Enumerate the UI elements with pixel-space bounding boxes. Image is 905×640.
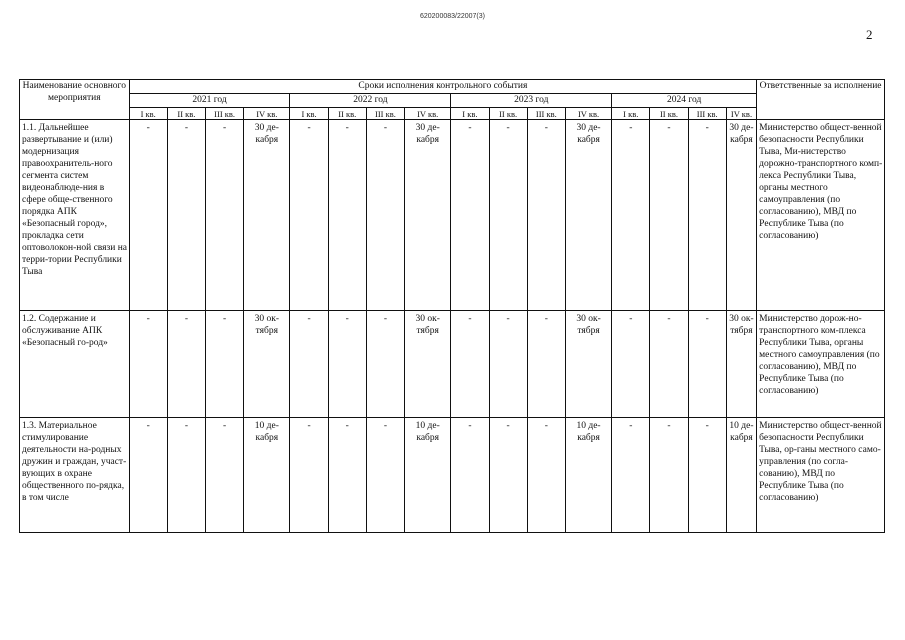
deadline-cell: - [129, 120, 167, 311]
deadline-cell: 10 де-кабря [726, 418, 756, 533]
quarter-header: I кв. [451, 108, 489, 120]
deadline-cell: - [451, 120, 489, 311]
deadline-cell: - [167, 418, 205, 533]
quarter-header: I кв. [612, 108, 650, 120]
table-row [20, 120, 885, 311]
year-header: 2024 год [612, 94, 757, 108]
deadline-cell: - [688, 418, 726, 533]
deadline-cell: - [167, 120, 205, 311]
quarter-header: II кв. [650, 108, 688, 120]
deadline-cell: - [206, 120, 244, 311]
quarter-header: III кв. [366, 108, 404, 120]
deadline-cell: - [129, 418, 167, 533]
deadline-cell: - [489, 120, 527, 311]
deadline-cell: - [612, 120, 650, 311]
deadline-cell: - [366, 120, 404, 311]
year-header: 2021 год [129, 94, 290, 108]
header-responsible: Ответственные за исполнение [757, 80, 885, 120]
quarter-header: IV кв. [565, 108, 611, 120]
deadline-cell: - [328, 120, 366, 311]
year-header: 2023 год [451, 94, 612, 108]
responsible-cell: Министерство общест-венной безопасности Республики Тыва, Ми-нистерство дорожно-транспортного комп-лекса Республики Тыва, органы местного самоуправления (по согласованию), МВД по Республике Тыва (по согласованию) [757, 120, 885, 311]
deadline-cell: 30 ок-тября [244, 311, 290, 418]
quarter-header: II кв. [328, 108, 366, 120]
quarter-header: IV кв. [726, 108, 756, 120]
deadline-cell: - [206, 418, 244, 533]
deadline-cell: - [451, 311, 489, 418]
deadline-cell: - [527, 311, 565, 418]
deadline-cell: - [612, 418, 650, 533]
deadline-cell: - [650, 418, 688, 533]
deadline-cell: - [650, 120, 688, 311]
document-id: 620200083/22007(3) [419, 13, 485, 20]
deadline-cell: - [489, 418, 527, 533]
quarter-header: II кв. [489, 108, 527, 120]
deadline-cell: - [290, 120, 328, 311]
quarter-header: IV кв. [405, 108, 451, 120]
event-name: 1.1. Дальнейшее развертывание и (или) модернизация правоохранитель-ного сегмента систем видеонаблюде-ния в сфере обще-ственного порядка АПК «Безопасный город», прокладка сети оптоволокон-ной связи на терри-тории Республики Тыва [20, 120, 130, 311]
deadline-cell: - [527, 418, 565, 533]
deadline-cell: 10 де-кабря [405, 418, 451, 533]
deadline-cell: 10 де-кабря [244, 418, 290, 533]
quarter-header: IV кв. [244, 108, 290, 120]
quarter-header: III кв. [206, 108, 244, 120]
quarter-header: II кв. [167, 108, 205, 120]
deadline-cell: 30 ок-тября [565, 311, 611, 418]
page-number: 2 [866, 27, 873, 42]
header-name: Наименование основного мероприятия [20, 80, 130, 120]
deadline-cell: - [290, 311, 328, 418]
deadline-cell: - [688, 311, 726, 418]
deadline-cell: - [688, 120, 726, 311]
deadline-cell: 30 де-кабря [405, 120, 451, 311]
deadline-cell: - [129, 311, 167, 418]
event-name: 1.2. Содержание и обслуживание АПК «Безопасный го-род» [20, 311, 130, 418]
deadline-cell: 30 де-кабря [726, 120, 756, 311]
deadline-cell: - [366, 418, 404, 533]
deadline-cell: - [206, 311, 244, 418]
table-row [20, 311, 885, 418]
responsible-cell: Министерство дорож-но-транспортного ком-плекса Республики Тыва, органы местного самоуправления (по согласованию), МВД по Республике Тыва (по согласованию) [757, 311, 885, 418]
schedule-table [19, 79, 885, 533]
table-row [20, 418, 885, 533]
deadline-cell: - [328, 418, 366, 533]
deadline-cell: - [328, 311, 366, 418]
deadline-cell: - [527, 120, 565, 311]
deadline-cell: - [366, 311, 404, 418]
quarter-header: I кв. [290, 108, 328, 120]
deadline-cell: - [612, 311, 650, 418]
deadline-cell: 30 де-кабря [565, 120, 611, 311]
deadline-cell: 30 ок-тября [726, 311, 756, 418]
deadline-cell: 10 де-кабря [565, 418, 611, 533]
header-deadlines: Сроки исполнения контрольного события [129, 80, 757, 94]
deadline-cell: - [489, 311, 527, 418]
deadline-cell: 30 де-кабря [244, 120, 290, 311]
event-name: 1.3. Материальное стимулирование деятельности на-родных дружин и граждан, участ-вующих в охране общественного по-рядка, в том числе [20, 418, 130, 533]
quarter-header: III кв. [527, 108, 565, 120]
quarter-header: III кв. [688, 108, 726, 120]
deadline-cell: - [451, 418, 489, 533]
deadline-cell: - [167, 311, 205, 418]
year-header: 2022 год [290, 94, 451, 108]
deadline-cell: 30 ок-тября [405, 311, 451, 418]
quarter-header: I кв. [129, 108, 167, 120]
responsible-cell: Министерство общест-венной безопасности Республики Тыва, ор-ганы местного само-управления (по согла-сованию), МВД по Республике Тыва (по согласованию) [757, 418, 885, 533]
deadline-cell: - [650, 311, 688, 418]
deadline-cell: - [290, 418, 328, 533]
